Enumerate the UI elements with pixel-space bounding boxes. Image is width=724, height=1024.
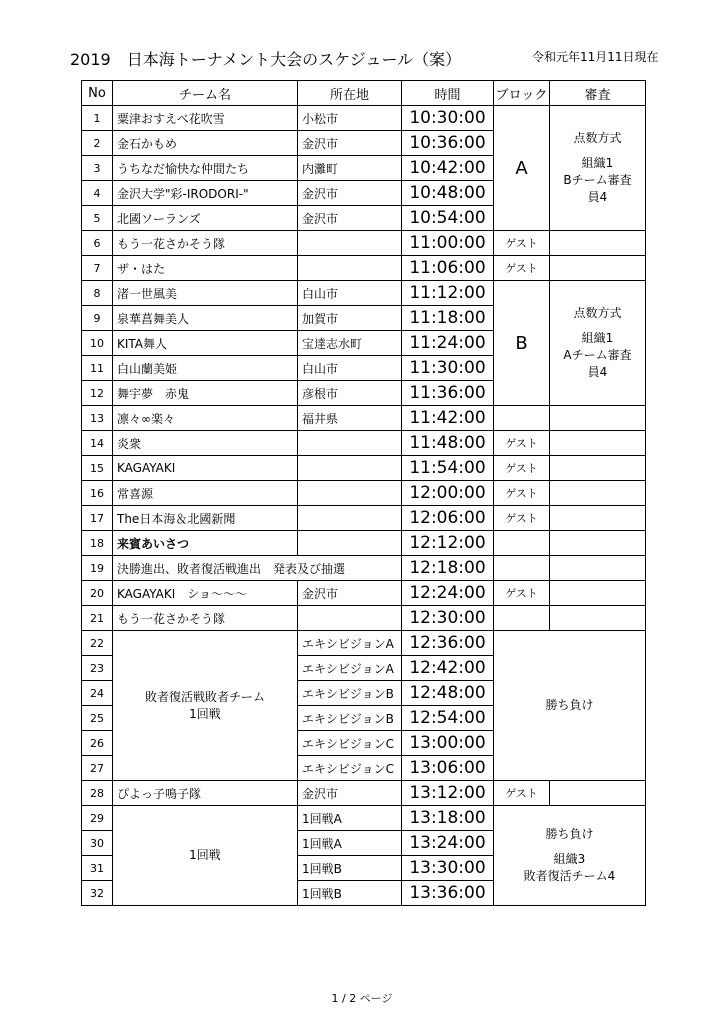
row-no: 18: [82, 531, 113, 556]
location: 福井県: [298, 406, 402, 431]
block: ゲスト: [494, 506, 550, 531]
date-stamp: 令和元年11月11日現在: [532, 50, 659, 64]
block: ゲスト: [494, 481, 550, 506]
time: 11:48:00: [402, 431, 494, 456]
table-row: [82, 806, 646, 831]
time: 11:24:00: [402, 331, 494, 356]
judging: [550, 481, 646, 506]
table-row: [82, 431, 646, 456]
judging: [550, 406, 646, 431]
row-no: 9: [82, 306, 113, 331]
table-row: [82, 231, 646, 256]
table-row: [82, 631, 646, 656]
judging: [550, 456, 646, 481]
table-row: [82, 531, 646, 556]
time: 10:54:00: [402, 206, 494, 231]
location: [298, 531, 402, 556]
team-name: 決勝進出、敗者復活戦進出 発表及び抽選: [113, 556, 402, 581]
block: [494, 531, 550, 556]
row-no: 28: [82, 781, 113, 806]
location: エキシビジョンB: [298, 706, 402, 731]
team-name: 金石かもめ: [113, 131, 298, 156]
row-no: 21: [82, 606, 113, 631]
table-row: [82, 606, 646, 631]
time: 11:54:00: [402, 456, 494, 481]
row-no: 11: [82, 356, 113, 381]
row-no: 3: [82, 156, 113, 181]
row-no: 1: [82, 106, 113, 131]
location: 宝達志水町: [298, 331, 402, 356]
location: 金沢市: [298, 581, 402, 606]
block: ゲスト: [494, 581, 550, 606]
judging-b-line: 員4: [587, 365, 608, 379]
location: 1回戦B: [298, 856, 402, 881]
block: ゲスト: [494, 781, 550, 806]
location: [298, 431, 402, 456]
location: 内灘町: [298, 156, 402, 181]
block-a: A: [494, 106, 550, 231]
time: 13:24:00: [402, 831, 494, 856]
time: 12:36:00: [402, 631, 494, 656]
row-no: 23: [82, 656, 113, 681]
header-location: 所在地: [298, 81, 402, 106]
team-name: ザ・はた: [113, 256, 298, 281]
location: 金沢市: [298, 206, 402, 231]
block-b: B: [494, 281, 550, 406]
team-name: 北國ソーランズ: [113, 206, 298, 231]
location: エキシビジョンC: [298, 731, 402, 756]
table-row: [82, 256, 646, 281]
row-no: 12: [82, 381, 113, 406]
location: [298, 256, 402, 281]
judging: [550, 231, 646, 256]
block: ゲスト: [494, 456, 550, 481]
time: 11:06:00: [402, 256, 494, 281]
judging-a-line: 組織1: [581, 156, 614, 170]
judging: [550, 531, 646, 556]
time: 13:12:00: [402, 781, 494, 806]
page-number: 1 / 2 ページ: [331, 992, 393, 1005]
team-name: うちなだ愉快な仲間たち: [113, 156, 298, 181]
team-name: 粟津おすえべ花吹雪: [113, 106, 298, 131]
repechage-team: [113, 631, 298, 781]
time: 10:36:00: [402, 131, 494, 156]
row-no: 5: [82, 206, 113, 231]
team-name: KITA舞人: [113, 331, 298, 356]
location: 金沢市: [298, 781, 402, 806]
row-no: 2: [82, 131, 113, 156]
team-name: 白山蘭美姫: [113, 356, 298, 381]
row-no: 31: [82, 856, 113, 881]
row-no: 30: [82, 831, 113, 856]
judging: [550, 256, 646, 281]
judging-a: [550, 106, 646, 231]
time: 12:06:00: [402, 506, 494, 531]
team-name: 金沢大学"彩-IRODORI-": [113, 181, 298, 206]
round1-judging-line: 勝ち負け: [545, 827, 594, 841]
time: 12:30:00: [402, 606, 494, 631]
team-name: The日本海＆北國新聞: [113, 506, 298, 531]
team-name: 舞宇夢 赤鬼: [113, 381, 298, 406]
team-name: もう一花さかそう隊: [113, 231, 298, 256]
team-name: 来賓あいさつ: [113, 531, 298, 556]
time: 13:06:00: [402, 756, 494, 781]
time: 11:00:00: [402, 231, 494, 256]
schedule-table: [81, 80, 646, 906]
header-no: No: [82, 81, 113, 106]
round1-judging-line: 敗者復活チーム4: [523, 869, 616, 883]
location: エキシビジョンA: [298, 631, 402, 656]
location: [298, 606, 402, 631]
time: 11:12:00: [402, 281, 494, 306]
block: ゲスト: [494, 231, 550, 256]
location: 小松市: [298, 106, 402, 131]
table-row: [82, 556, 646, 581]
table-row: [82, 406, 646, 431]
team-name: 渚一世風美: [113, 281, 298, 306]
row-no: 25: [82, 706, 113, 731]
row-no: 24: [82, 681, 113, 706]
team-name: 常喜源: [113, 481, 298, 506]
team-name: KAGAYAKI: [113, 456, 298, 481]
table-row: [82, 506, 646, 531]
block: [494, 406, 550, 431]
block: [494, 556, 550, 581]
time: 10:42:00: [402, 156, 494, 181]
judging: [550, 556, 646, 581]
row-no: 14: [82, 431, 113, 456]
location: 1回戦A: [298, 806, 402, 831]
block: ゲスト: [494, 431, 550, 456]
judging: [550, 506, 646, 531]
time: 13:30:00: [402, 856, 494, 881]
location: 1回戦B: [298, 881, 402, 906]
judging-b-line: 点数方式: [573, 306, 622, 320]
row-no: 10: [82, 331, 113, 356]
location: 彦根市: [298, 381, 402, 406]
time: 12:00:00: [402, 481, 494, 506]
time: 13:00:00: [402, 731, 494, 756]
judging: [550, 606, 646, 631]
location: 加賀市: [298, 306, 402, 331]
time: 10:30:00: [402, 106, 494, 131]
location: エキシビジョンA: [298, 656, 402, 681]
row-no: 13: [82, 406, 113, 431]
header-block: ブロック: [494, 81, 550, 106]
block: [494, 606, 550, 631]
location: エキシビジョンC: [298, 756, 402, 781]
time: 11:18:00: [402, 306, 494, 331]
team-name: 炎衆: [113, 431, 298, 456]
team-name: KAGAYAKI ショ～～～: [113, 581, 298, 606]
time: 11:36:00: [402, 381, 494, 406]
round1-judging: [494, 806, 646, 906]
judging-a-line: 点数方式: [573, 131, 622, 145]
table-row: [82, 281, 646, 306]
row-no: 16: [82, 481, 113, 506]
table-row: [82, 581, 646, 606]
time: 13:36:00: [402, 881, 494, 906]
team-name: 凛々∞楽々: [113, 406, 298, 431]
round1-judging-line: 組織3: [553, 852, 586, 866]
table-row: [82, 456, 646, 481]
row-no: 29: [82, 806, 113, 831]
row-no: 22: [82, 631, 113, 656]
location: 白山市: [298, 356, 402, 381]
row-no: 27: [82, 756, 113, 781]
repechage-team-line: 敗者復活戦敗者チーム: [144, 689, 265, 704]
judging-b-line: Aチーム審査: [563, 348, 632, 362]
location: 金沢市: [298, 131, 402, 156]
row-no: 32: [82, 881, 113, 906]
location: エキシビジョンB: [298, 681, 402, 706]
page-title: 2019 日本海トーナメント大会のスケジュール（案）: [70, 50, 462, 69]
time: 12:54:00: [402, 706, 494, 731]
header-team: チーム名: [113, 81, 298, 106]
time: 12:48:00: [402, 681, 494, 706]
judging-a-line: Bチーム審査: [563, 173, 632, 187]
table-row: [82, 481, 646, 506]
table-row: [82, 106, 646, 131]
location: 金沢市: [298, 181, 402, 206]
time: 12:42:00: [402, 656, 494, 681]
judging-a-line: 員4: [587, 190, 608, 204]
block: ゲスト: [494, 256, 550, 281]
judging: [550, 431, 646, 456]
time: 12:12:00: [402, 531, 494, 556]
row-no: 8: [82, 281, 113, 306]
time: 13:18:00: [402, 806, 494, 831]
row-no: 6: [82, 231, 113, 256]
header-judging: 審査: [550, 81, 646, 106]
judging-b: [550, 281, 646, 406]
time: 11:30:00: [402, 356, 494, 381]
row-no: 7: [82, 256, 113, 281]
team-name: 泉華菖舞美人: [113, 306, 298, 331]
location: [298, 481, 402, 506]
row-no: 26: [82, 731, 113, 756]
row-no: 20: [82, 581, 113, 606]
location: [298, 506, 402, 531]
table-row: [82, 781, 646, 806]
location: [298, 231, 402, 256]
row-no: 4: [82, 181, 113, 206]
row-no: 19: [82, 556, 113, 581]
location: [298, 456, 402, 481]
repechage-team-line: 1回戦: [189, 706, 221, 721]
row-no: 17: [82, 506, 113, 531]
judging-b-line: 組織1: [581, 331, 614, 345]
time: 10:48:00: [402, 181, 494, 206]
round1-team: 1回戦: [113, 806, 298, 906]
team-name: もう一花さかそう隊: [113, 606, 298, 631]
judging: [550, 581, 646, 606]
time: 12:24:00: [402, 581, 494, 606]
header-time: 時間: [402, 81, 494, 106]
repechage-judging: 勝ち負け: [494, 631, 646, 781]
row-no: 15: [82, 456, 113, 481]
location: 1回戦A: [298, 831, 402, 856]
time: 11:42:00: [402, 406, 494, 431]
location: 白山市: [298, 281, 402, 306]
judging: [550, 781, 646, 806]
team-name: ぴよっ子鳴子隊: [113, 781, 298, 806]
time: 12:18:00: [402, 556, 494, 581]
